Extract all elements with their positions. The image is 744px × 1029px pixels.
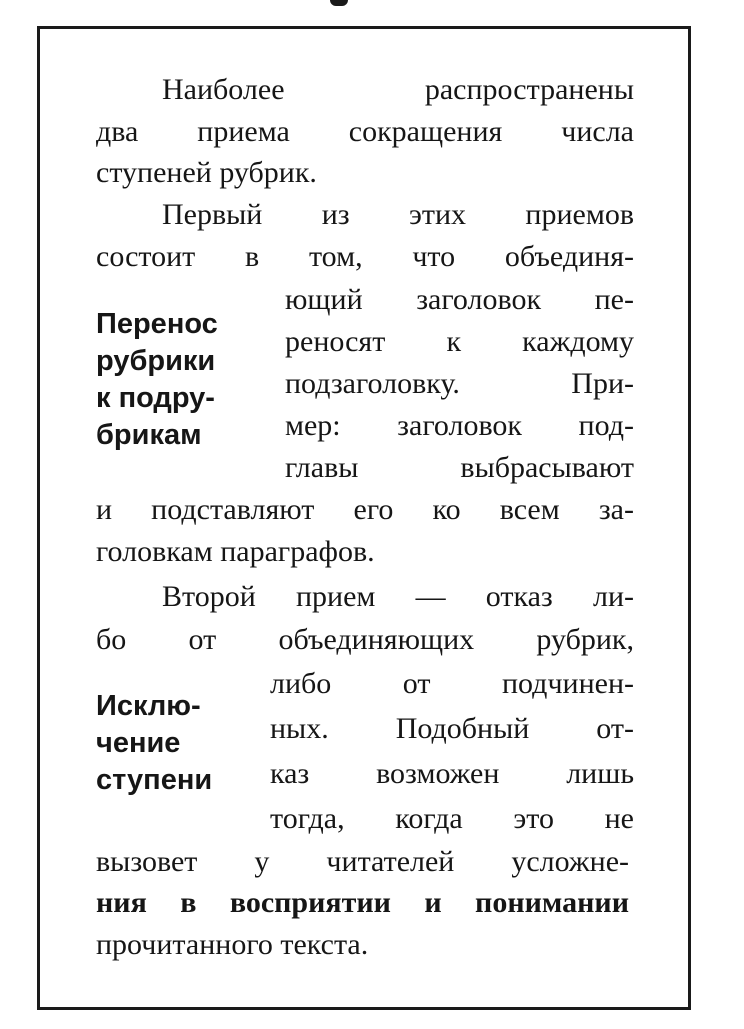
paragraph-2-line-9: головкам параграфов. (96, 535, 375, 568)
side-heading-2-line-1: Исклю- (96, 690, 201, 722)
side-heading-1 (96, 306, 218, 454)
paragraph-1-line-2: два приема сокращения числа (96, 115, 634, 148)
paragraph-2-line-7: главы выбрасывают (285, 451, 634, 484)
side-heading-2 (96, 688, 212, 799)
paragraph-3-line-6: тогда, когда это не (270, 802, 634, 835)
paragraph-3-line-7: вызовет у читателей усложне- (96, 845, 629, 878)
paragraph-3-line-8: ния в восприятии и понимании (96, 886, 629, 919)
paragraph-3-line-5: каз возможен лишь (270, 757, 634, 790)
paragraph-3-line-4: ных. Подобный от- (270, 712, 634, 745)
paragraph-3-line-9: прочитанного текста. (96, 928, 369, 961)
paragraph-2-line-8: и подставляют его ко всем за- (96, 493, 634, 526)
side-heading-1-line-3: к подру- (96, 382, 215, 414)
paragraph-1-line-1: Наиболее распространены (162, 73, 634, 106)
paragraph-3-line-2: бо от объединяющих рубрик, (96, 623, 634, 656)
paragraph-1-line-3: ступеней рубрик. (96, 156, 317, 189)
side-heading-2-line-3: ступени (96, 764, 213, 796)
paragraph-2-line-4: реносят к каждому (285, 325, 634, 358)
paragraph-2-line-5: подзаголовку. При- (285, 367, 634, 400)
top-edge-mark (330, 0, 348, 6)
side-heading-1-line-2: рубрики (96, 345, 216, 377)
side-heading-1-line-4: брикам (96, 419, 202, 451)
paragraph-2-line-6: мер: заголовок под- (285, 409, 634, 442)
paragraph-3-line-1: Второй прием — отказ ли- (162, 580, 634, 613)
paragraph-2-line-3: ющий заголовок пе- (285, 283, 634, 316)
side-heading-1-line-1: Перенос (96, 308, 218, 340)
paragraph-2-line-1: Первый из этих приемов (162, 198, 634, 231)
paragraph-3-line-3: либо от подчинен- (270, 667, 634, 700)
side-heading-2-line-2: чение (96, 727, 181, 759)
paragraph-2-line-2: состоит в том, что объединя- (96, 240, 634, 273)
